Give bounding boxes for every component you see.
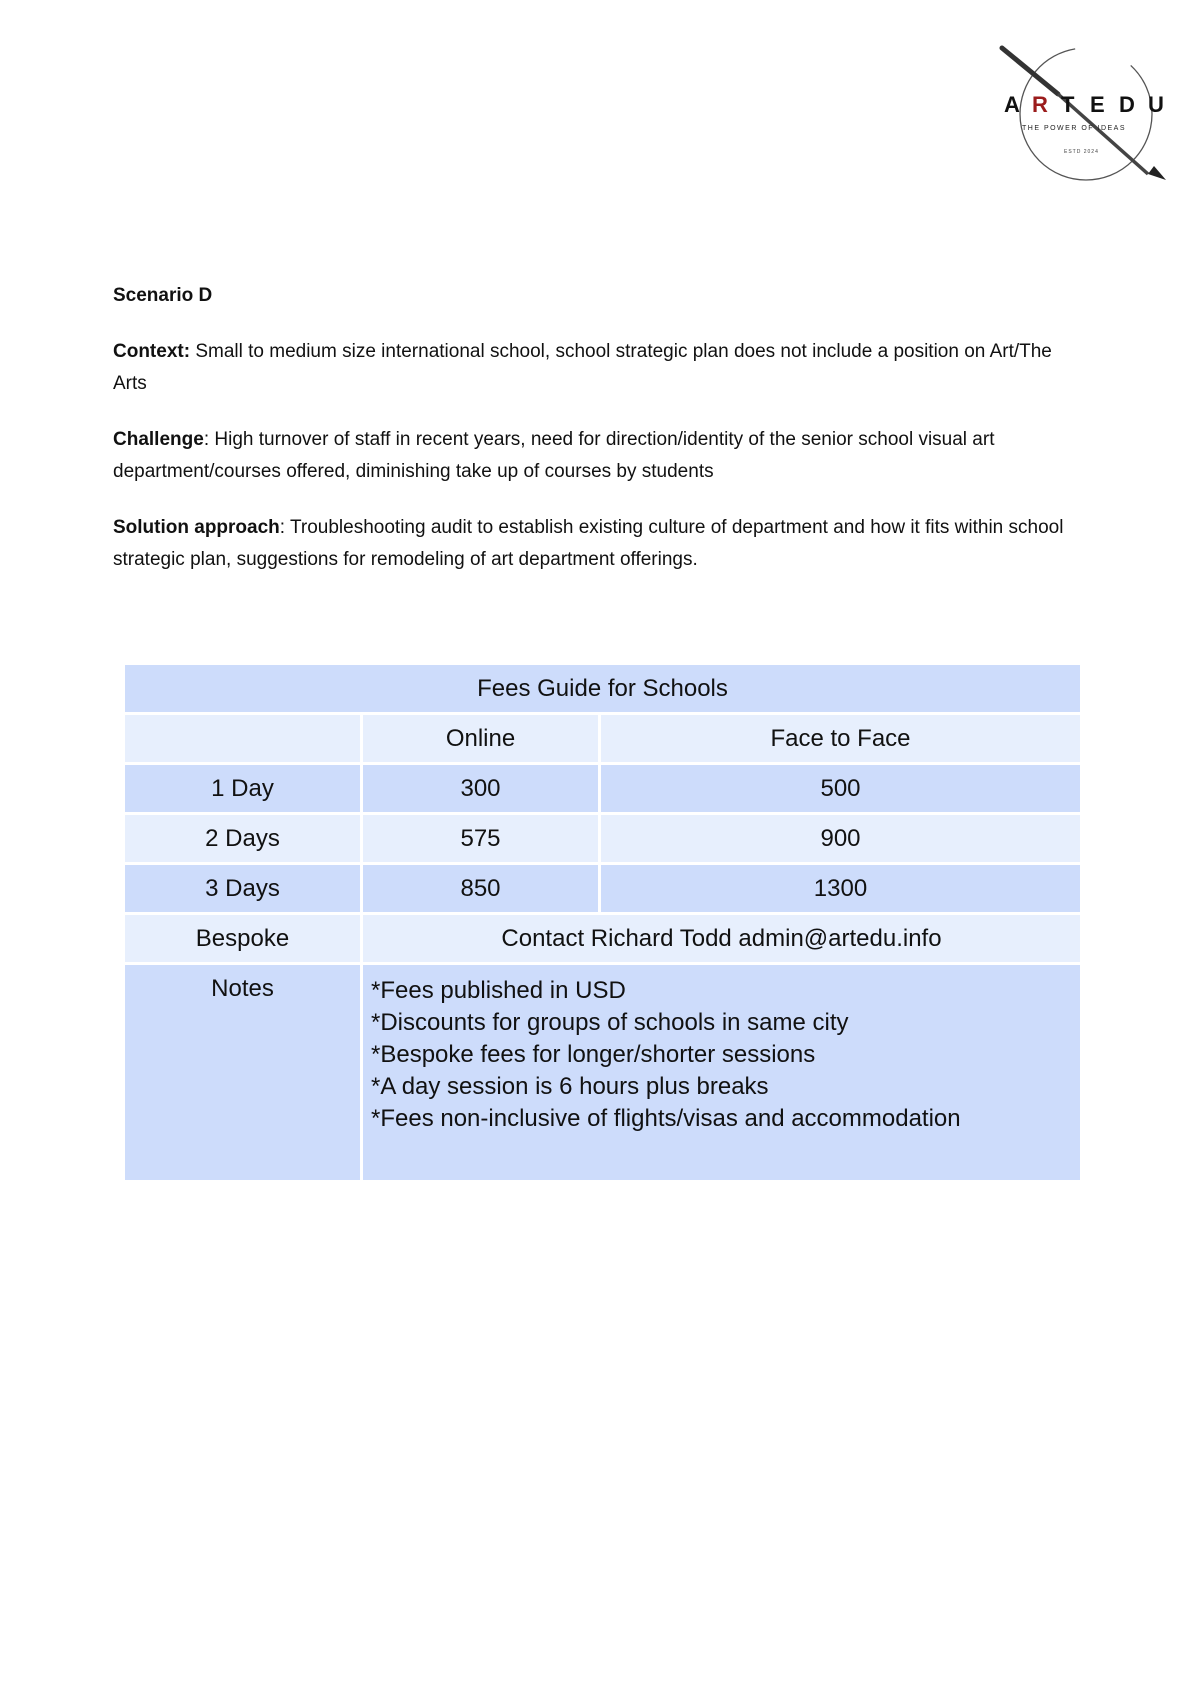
face-fee: 900 (601, 815, 1080, 865)
notes-row (125, 965, 1080, 1180)
row-label: 3 Days (125, 865, 363, 915)
row-label: 1 Day (125, 765, 363, 815)
solution-label: Solution approach (113, 517, 280, 538)
online-fee: 300 (363, 765, 601, 815)
challenge-label: Challenge (113, 429, 204, 450)
fees-table (125, 665, 1080, 1180)
scenario-section (113, 280, 1073, 600)
header-empty (125, 715, 363, 765)
online-fee: 850 (363, 865, 601, 915)
logo-established: ESTD 2024 (1064, 149, 1099, 155)
notes-label: Notes (125, 965, 363, 1180)
scenario-title: Scenario D (113, 285, 213, 306)
note-item: *Fees non-inclusive of flights/visas and accommodation (371, 1105, 961, 1132)
logo-letter-u: U (1148, 92, 1164, 117)
fees-header-row (125, 715, 1080, 765)
logo-letter-a: A (1004, 92, 1020, 117)
context-paragraph (113, 336, 1073, 400)
artedu-logo (988, 34, 1178, 194)
header-face-to-face: Face to Face (601, 715, 1080, 765)
logo-letter-d: D (1119, 92, 1135, 117)
note-item: *Bespoke fees for longer/shorter sessions (371, 1041, 816, 1068)
brush-handle (1002, 48, 1058, 94)
row-label: 2 Days (125, 815, 363, 865)
notes-list (363, 965, 1080, 1180)
header-online: Online (363, 715, 601, 765)
context-label: Context: (113, 341, 191, 362)
table-row (125, 865, 1080, 915)
bespoke-row (125, 915, 1080, 965)
fees-title-row (125, 665, 1080, 715)
logo-letter-e: E (1090, 92, 1105, 117)
solution-paragraph (113, 512, 1073, 576)
logo-graphic (988, 34, 1178, 194)
challenge-text: : High turnover of staff in recent years, need for direction/identity of the senior school visual art department/courses offered, diminishing take up of courses by students (113, 429, 995, 482)
logo-letter-r: R (1032, 92, 1048, 117)
logo-tagline: THE POWER OF IDEAS (1022, 125, 1127, 132)
note-item: *A day session is 6 hours plus breaks (371, 1073, 769, 1100)
note-item: *Discounts for groups of schools in same city (371, 1009, 849, 1036)
table-row (125, 765, 1080, 815)
bespoke-contact: Contact Richard Todd admin@artedu.info (363, 915, 1080, 965)
face-fee: 500 (601, 765, 1080, 815)
fees-table-title: Fees Guide for Schools (125, 665, 1080, 715)
challenge-paragraph (113, 424, 1073, 488)
context-text: Small to medium size international school, school strategic plan does not include a position on Art/The Arts (113, 341, 1052, 394)
face-fee: 1300 (601, 865, 1080, 915)
solution-text: : Troubleshooting audit to establish existing culture of department and how it fits within school strategic plan, suggestions for remodeling of art department offerings. (113, 517, 1064, 570)
online-fee: 575 (363, 815, 601, 865)
table-row (125, 815, 1080, 865)
brush-tip (1148, 166, 1166, 180)
note-item: *Fees published in USD (371, 977, 626, 1004)
logo-letter-t: T (1061, 92, 1075, 117)
bespoke-label: Bespoke (125, 915, 363, 965)
